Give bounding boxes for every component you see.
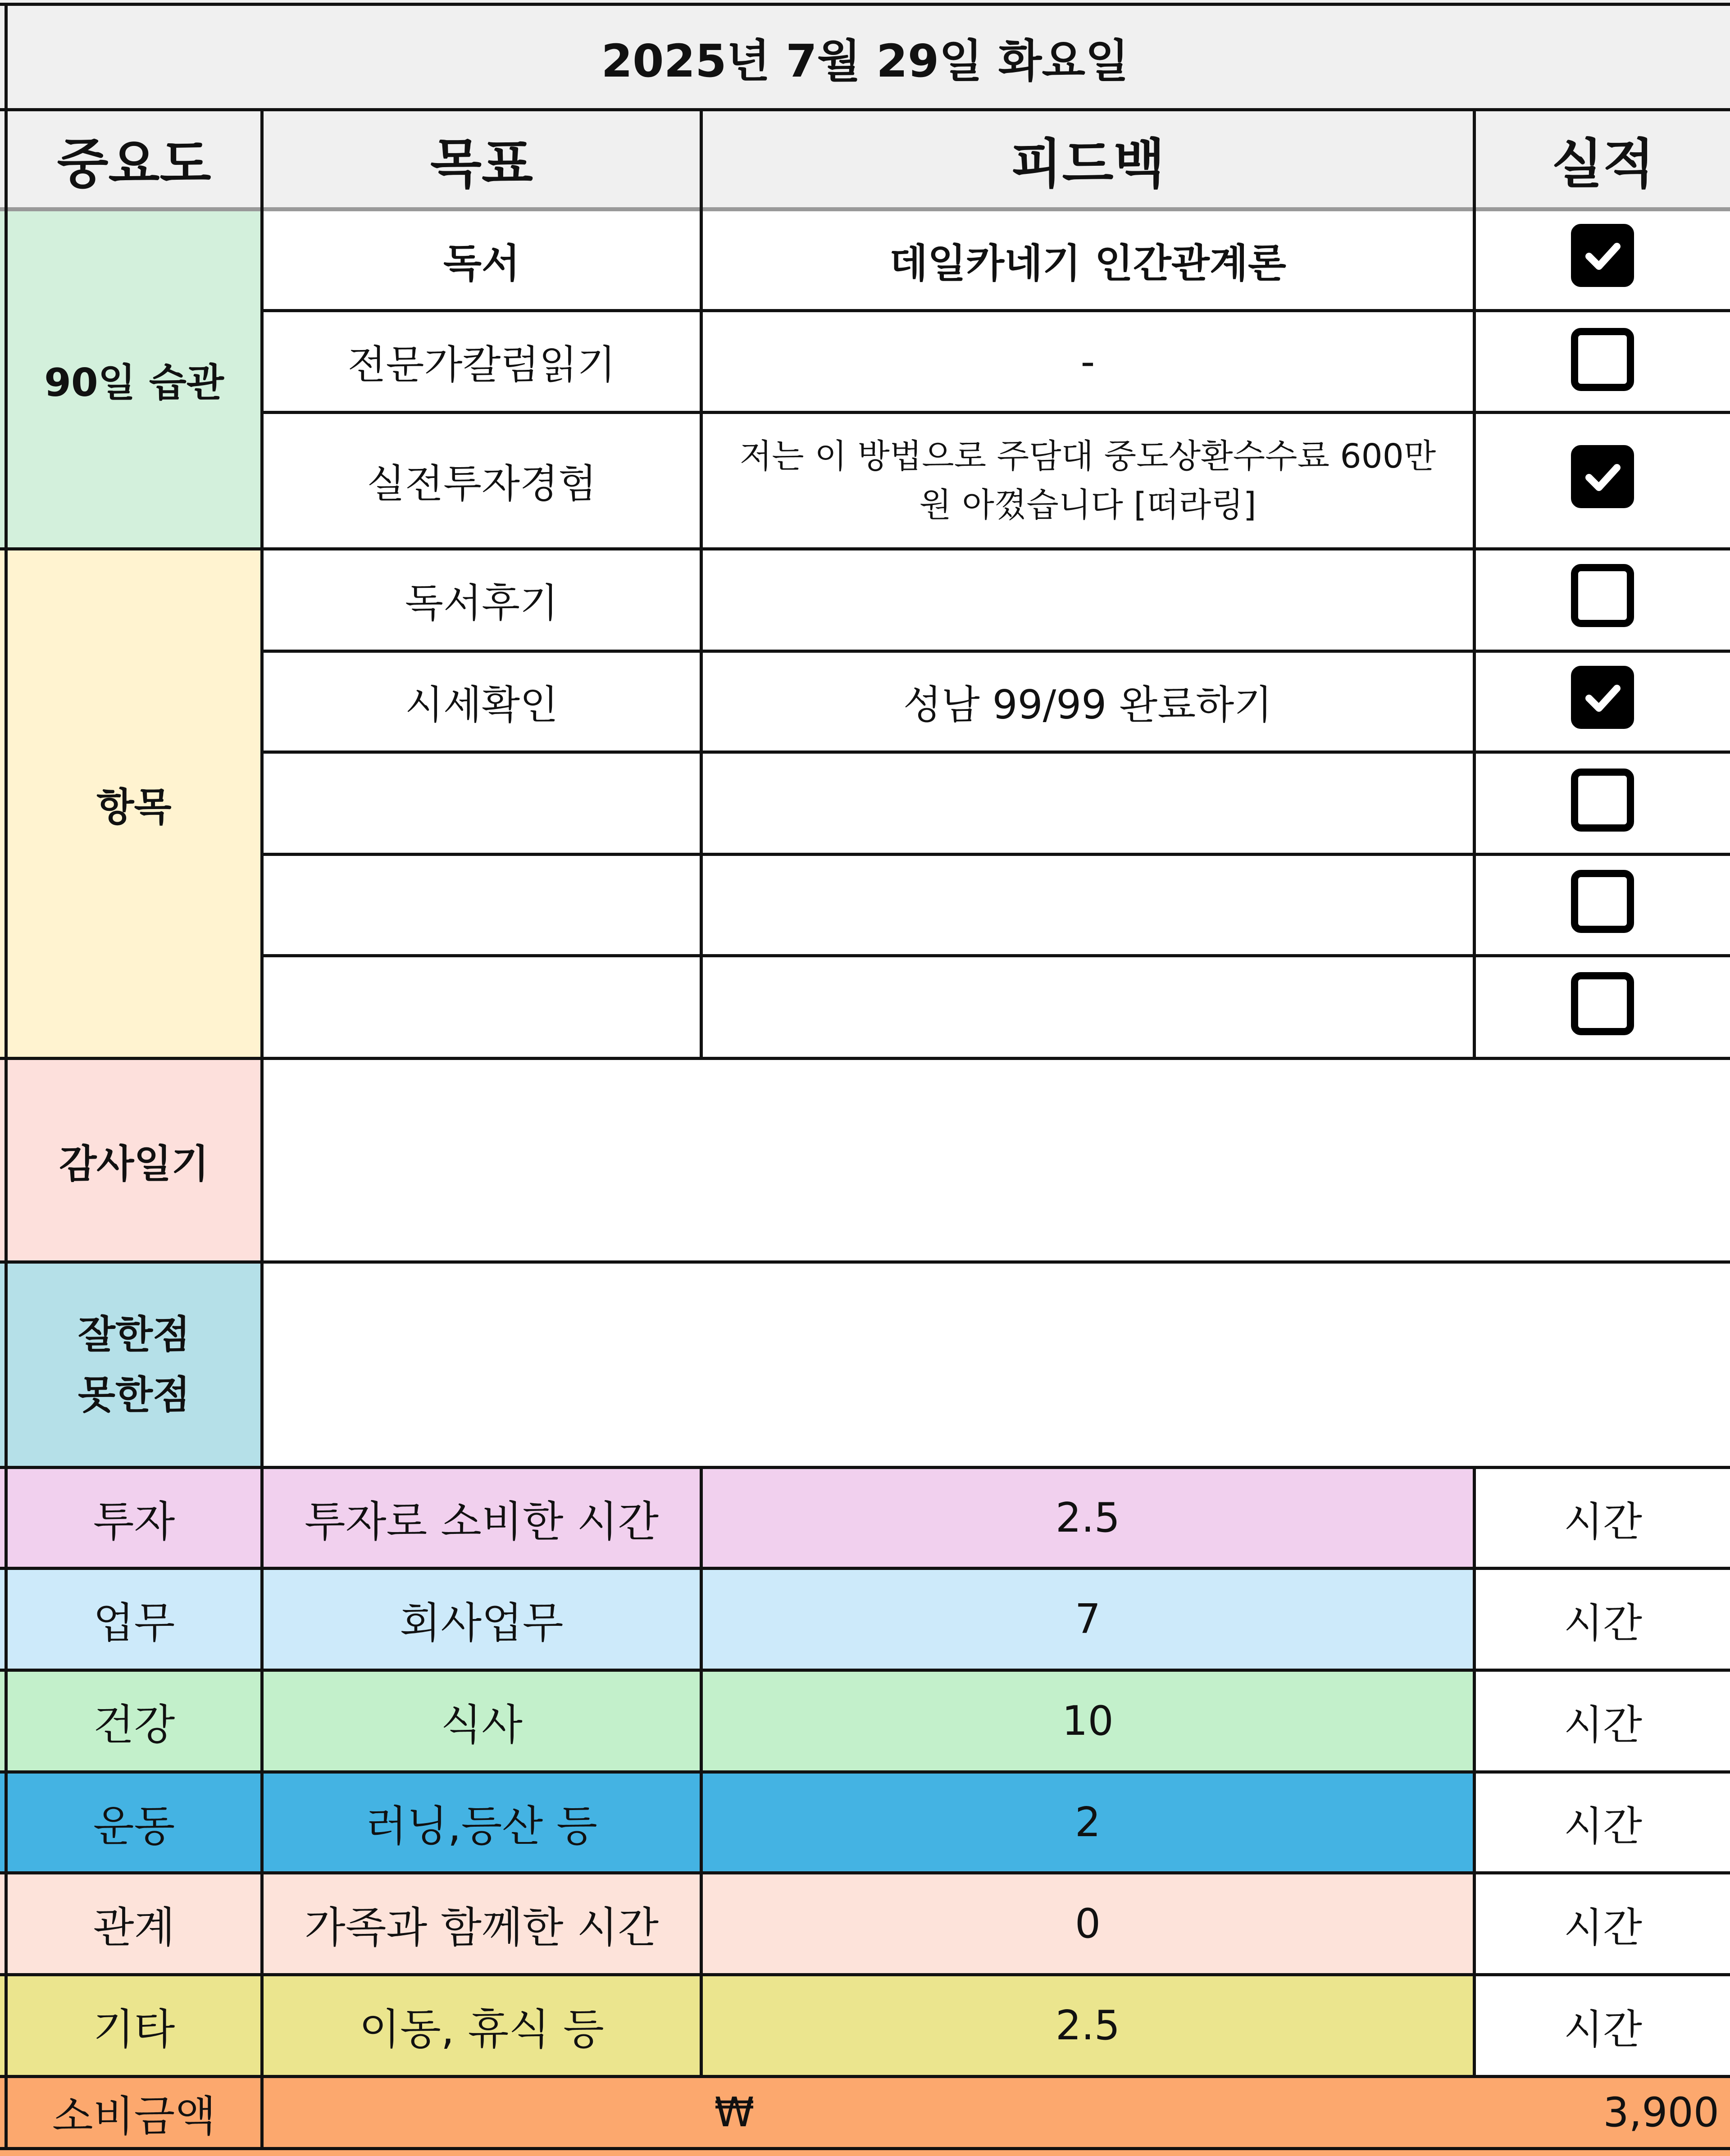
time-category-exercise: 운동: [93, 1802, 175, 1851]
habit-check-3[interactable]: [1571, 445, 1634, 508]
item-feedback-3[interactable]: [703, 754, 1473, 853]
currency-symbol: ₩: [714, 2089, 755, 2136]
time-activity-exercise: 러닝,등산 등: [366, 1802, 597, 1851]
habit-goal-2[interactable]: 전문가칼럼읽기: [347, 341, 616, 388]
item-feedback-4[interactable]: [703, 856, 1473, 954]
time-value-health[interactable]: 10: [1062, 1697, 1114, 1745]
time-value-invest[interactable]: 2.5: [1055, 1494, 1120, 1542]
review-content[interactable]: [264, 1264, 1730, 1466]
gratitude-label: 감사일기: [59, 1141, 209, 1187]
time-category-health: 건강: [93, 1701, 175, 1750]
time-unit-relation: 시간: [1564, 1904, 1642, 1951]
spending-label: 소비금액: [52, 2092, 216, 2141]
time-value-work[interactable]: 7: [1074, 1596, 1101, 1643]
time-unit-etc: 시간: [1564, 2006, 1642, 2053]
time-category-work: 업무: [93, 1599, 175, 1648]
gratitude-content[interactable]: [264, 1060, 1730, 1260]
checkmark-icon: [1571, 445, 1634, 508]
item-goal-5[interactable]: [264, 957, 700, 1057]
checkmark-icon: [1571, 224, 1634, 287]
item-check-5[interactable]: [1571, 972, 1634, 1035]
time-activity-relation: 가족과 함께한 시간: [304, 1903, 659, 1952]
item-check-3[interactable]: [1571, 769, 1634, 832]
checkmark-icon: [1571, 666, 1634, 729]
time-activity-invest: 투자로 소비한 시간: [304, 1497, 659, 1546]
header-goal: 목표: [430, 132, 533, 195]
item-goal-1[interactable]: 독서후기: [405, 580, 559, 626]
habit-feedback-3[interactable]: 저는 이 방법으로 주담대 중도상환수수료 600만원 아꼈습니다 [떠라링]: [739, 437, 1436, 524]
habit-goal-3[interactable]: 실전투자경험: [366, 460, 597, 507]
time-unit-exercise: 시간: [1564, 1802, 1642, 1850]
item-feedback-5[interactable]: [703, 957, 1473, 1057]
item-feedback-1[interactable]: [703, 550, 1473, 650]
review-label-bad: 못한점: [77, 1372, 191, 1418]
time-category-etc: 기타: [93, 2005, 175, 2054]
item-goal-2[interactable]: 시세확인: [405, 681, 559, 728]
review-label-good: 잘한점: [77, 1312, 191, 1357]
header-result: 실적: [1552, 132, 1654, 195]
item-goal-3[interactable]: [264, 754, 700, 853]
time-unit-work: 시간: [1564, 1599, 1642, 1647]
time-activity-health: 식사: [441, 1701, 523, 1750]
item-check-4[interactable]: [1571, 870, 1634, 933]
habit-check-1[interactable]: [1571, 224, 1634, 287]
spending-amount[interactable]: 3,900: [1603, 2089, 1719, 2136]
habit-goal-1[interactable]: 독서: [443, 240, 520, 287]
time-category-invest: 투자: [93, 1497, 175, 1546]
review-label: [8, 1264, 260, 1466]
time-activity-work: 회사업무: [400, 1599, 564, 1648]
time-unit-health: 시간: [1564, 1701, 1642, 1749]
time-activity-etc: 이동, 휴식 등: [359, 2005, 604, 2054]
time-value-relation[interactable]: 0: [1074, 1900, 1101, 1947]
header-importance: 중요도: [57, 132, 211, 195]
item-goal-4[interactable]: [264, 856, 700, 954]
time-category-relation: 관계: [93, 1903, 175, 1952]
habit-feedback-1[interactable]: 데일카네기 인간관계론: [889, 240, 1286, 287]
time-value-etc[interactable]: 2.5: [1055, 2002, 1120, 2049]
section-label-items: 항목: [96, 785, 172, 830]
time-unit-invest: 시간: [1564, 1498, 1642, 1546]
time-value-exercise[interactable]: 2: [1074, 1799, 1101, 1846]
header-feedback: 피드백: [1011, 132, 1165, 195]
habit-check-2[interactable]: [1571, 328, 1634, 391]
item-feedback-2[interactable]: 성남 99/99 완료하기: [903, 681, 1273, 728]
section-label-habit: 90일 습관: [44, 360, 224, 405]
item-check-1[interactable]: [1571, 564, 1634, 627]
item-check-2[interactable]: [1571, 666, 1634, 729]
habit-feedback-2[interactable]: -: [1080, 338, 1095, 385]
page-title: 2025년 7월 29일 화요일: [601, 34, 1129, 87]
